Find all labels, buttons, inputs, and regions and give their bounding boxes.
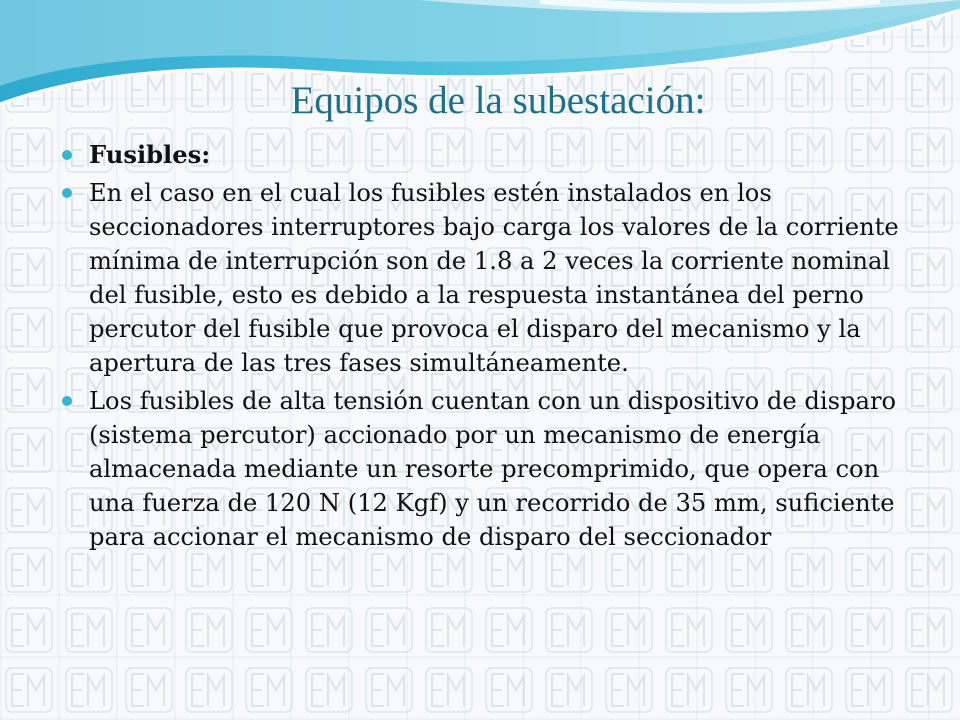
bullet-icon — [62, 150, 72, 160]
bullet-list — [62, 138, 920, 558]
bullet-item-fusibles — [62, 138, 920, 172]
bullet-text: Los fusibles de alta tensión cuentan con un dispositivo de disparo (sistema percutor) accionado por un mecanismo de energía almacenada mediante un resorte precomprimido, que opera con una fuerza de 120 N (12 Kgf) y un recorrido de 35 mm, suficiente para accionar el mecanismo de disparo del seccionador — [89, 387, 897, 551]
bullet-item-interruption — [62, 176, 920, 380]
bullet-text: En el caso en el cual los fusibles estén instalados en los seccionadores interruptores bajo carga los valores de la corriente mínima de interrupción son de 1.8 a 2 veces la corriente nominal del fusible, esto es debido a la respuesta instantánea del perno percutor del fusible que provoca el disparo del mecanismo y la apertura de las tres fases simultáneamente. — [89, 179, 899, 377]
bullet-text: Fusibles: — [89, 140, 211, 169]
bullet-icon — [62, 396, 72, 406]
bullet-item-percutor — [62, 384, 920, 554]
slide-title: Equipos de la subestación: — [290, 79, 706, 122]
bullet-icon — [62, 188, 72, 198]
